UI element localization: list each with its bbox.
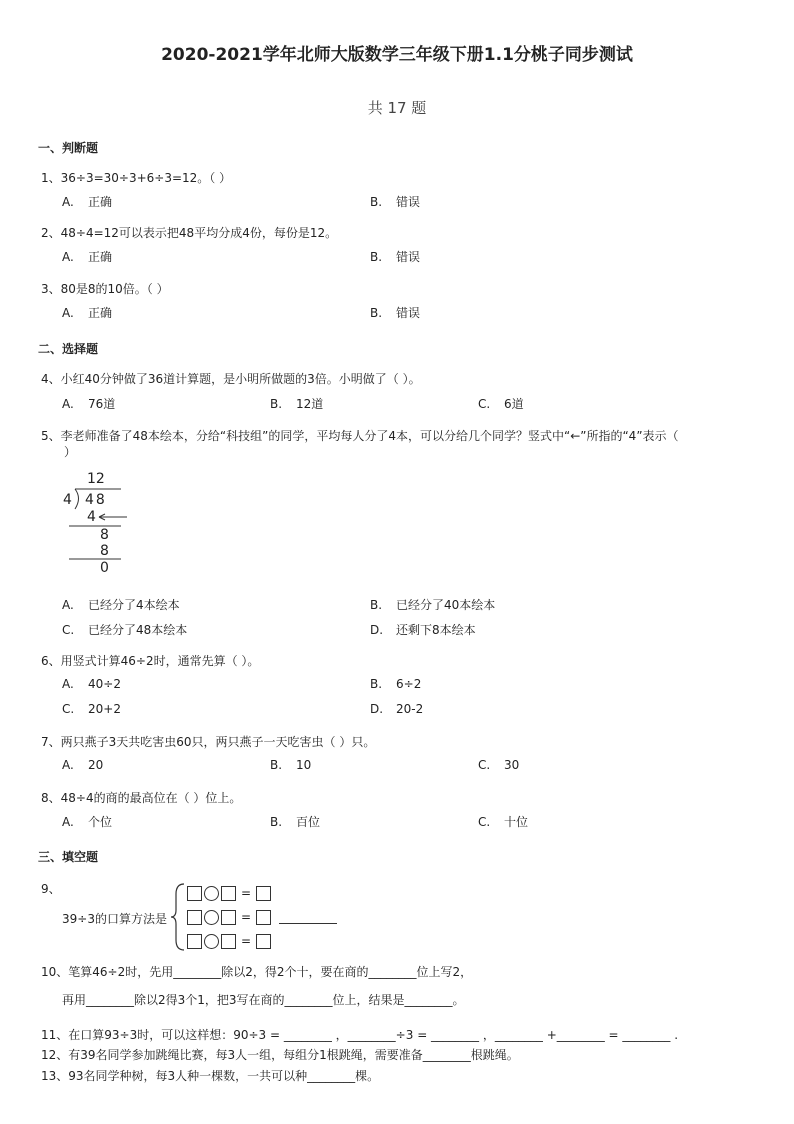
q6-option-a[interactable]: A. 40÷2 [62,677,121,691]
q7-option-c[interactable]: C. 30 [478,758,520,772]
q4-option-a[interactable]: A. 76道 [62,397,116,411]
blank-box[interactable] [187,934,202,949]
question-5: 5、李老师准备了48本绘本，分给“科技组”的同学，平均每人分了4本，可以分给几个同学？竖式中“←”所指的“4”表示（ [41,429,679,443]
answer-blank[interactable] [279,911,337,924]
question-3: 3、80是8的10倍。（ ） [41,282,169,296]
q7-option-a[interactable]: A. 20 [62,758,104,772]
blank-box[interactable] [256,934,271,949]
q5-option-c[interactable]: C. 已经分了48本绘本 [62,623,188,637]
question-8: 8、48÷4的商的最高位在（ ）位上。 [41,791,242,805]
q8-option-c[interactable]: C. 十位 [478,815,529,829]
div-bring: 8 [100,527,109,543]
q6-option-d[interactable]: D. 20-2 [370,702,424,716]
section-fill: 三、填空题 [38,850,99,864]
operator-circle[interactable] [204,910,219,925]
question-4: 4、小红40分钟做了36道计算题，是小明所做题的3倍。小明做了（ ）。 [41,372,421,386]
question-12: 12、有39名同学参加跳绳比赛，每3人一组，每组分1根跳绳，需要准备________根跳绳。 [41,1048,519,1062]
q5-option-b[interactable]: B. 已经分了40本绘本 [370,598,496,612]
q7-option-b[interactable]: B. 10 [270,758,312,772]
blank-box[interactable] [187,886,202,901]
question-10-line-2: 再用________除以2得3个1，把3写在商的________位上，结果是________。 [62,993,465,1007]
q1-option-b[interactable]: B. 错误 [370,195,421,209]
div-remainder: 0 [100,560,109,576]
blank-box[interactable] [221,934,236,949]
question-1: 1、36÷3=30÷3+6÷3=12。（ ） [41,171,232,185]
question-count: 共 17 题 [367,99,427,117]
q3-option-a[interactable]: A. 正确 [62,306,113,320]
blank-box[interactable] [187,910,202,925]
question-5-cont: ） [64,445,77,459]
question-9-label: 39÷3的口算方法是 [62,912,167,926]
q8-option-a[interactable]: A. 个位 [62,815,113,829]
div-sub2: 8 [100,543,109,559]
q6-option-b[interactable]: B. 6÷2 [370,677,422,691]
q9-row-1: = [187,884,271,902]
question-11: 11、在口算93÷3时，可以这样想：90÷3 = ________ ，________÷3 = ________ ，________ +________ = ________ . [41,1028,679,1042]
question-7: 7、两只燕子3天共吃害虫60只，两只燕子一天吃害虫（ ）只。 [41,735,376,749]
div-divisor: 4 [63,492,72,508]
q5-option-d[interactable]: D. 还剩下8本绘本 [370,623,476,637]
q1-option-a[interactable]: A. 正确 [62,195,113,209]
long-division-figure [55,466,135,578]
section-judge: 一、判断题 [38,141,99,155]
q6-option-c[interactable]: C. 20+2 [62,702,121,716]
section-choice: 二、选择题 [38,342,99,356]
div-bracket [75,489,79,509]
q2-option-b[interactable]: B. 错误 [370,250,421,264]
blank-box[interactable] [221,910,236,925]
q8-option-b[interactable]: B. 百位 [270,815,321,829]
div-quotient: 12 [87,471,105,487]
blank-box[interactable] [256,886,271,901]
question-10-line-1: 10、笔算46÷2时，先用________除以2，得2个十，要在商的________位上写2， [41,965,473,979]
q4-option-c[interactable]: C. 6道 [478,397,524,411]
div-sub1: 4 [87,509,96,525]
question-13: 13、93名同学种树，每3人种一棵数，一共可以种________棵。 [41,1069,380,1083]
operator-circle[interactable] [204,934,219,949]
question-9-number: 9、 [41,882,61,896]
blank-box[interactable] [221,886,236,901]
question-6: 6、用竖式计算46÷2时，通常先算（ ）。 [41,654,260,668]
page-title: 2020-2021学年北师大版数学三年级下册1.1分桃子同步测试 [161,45,633,65]
q5-option-a[interactable]: A. 已经分了4本绘本 [62,598,180,612]
q3-option-b[interactable]: B. 错误 [370,306,421,320]
question-2: 2、48÷4=12可以表示把48平均分成4份，每份是12。 [41,226,338,240]
operator-circle[interactable] [204,886,219,901]
div-dividend: 48 [85,492,107,508]
q9-row-2: = [187,908,337,926]
q9-row-3: = [187,932,271,950]
q4-option-b[interactable]: B. 12道 [270,397,324,411]
brace-icon [170,882,186,952]
q2-option-a[interactable]: A. 正确 [62,250,113,264]
blank-box[interactable] [256,910,271,925]
